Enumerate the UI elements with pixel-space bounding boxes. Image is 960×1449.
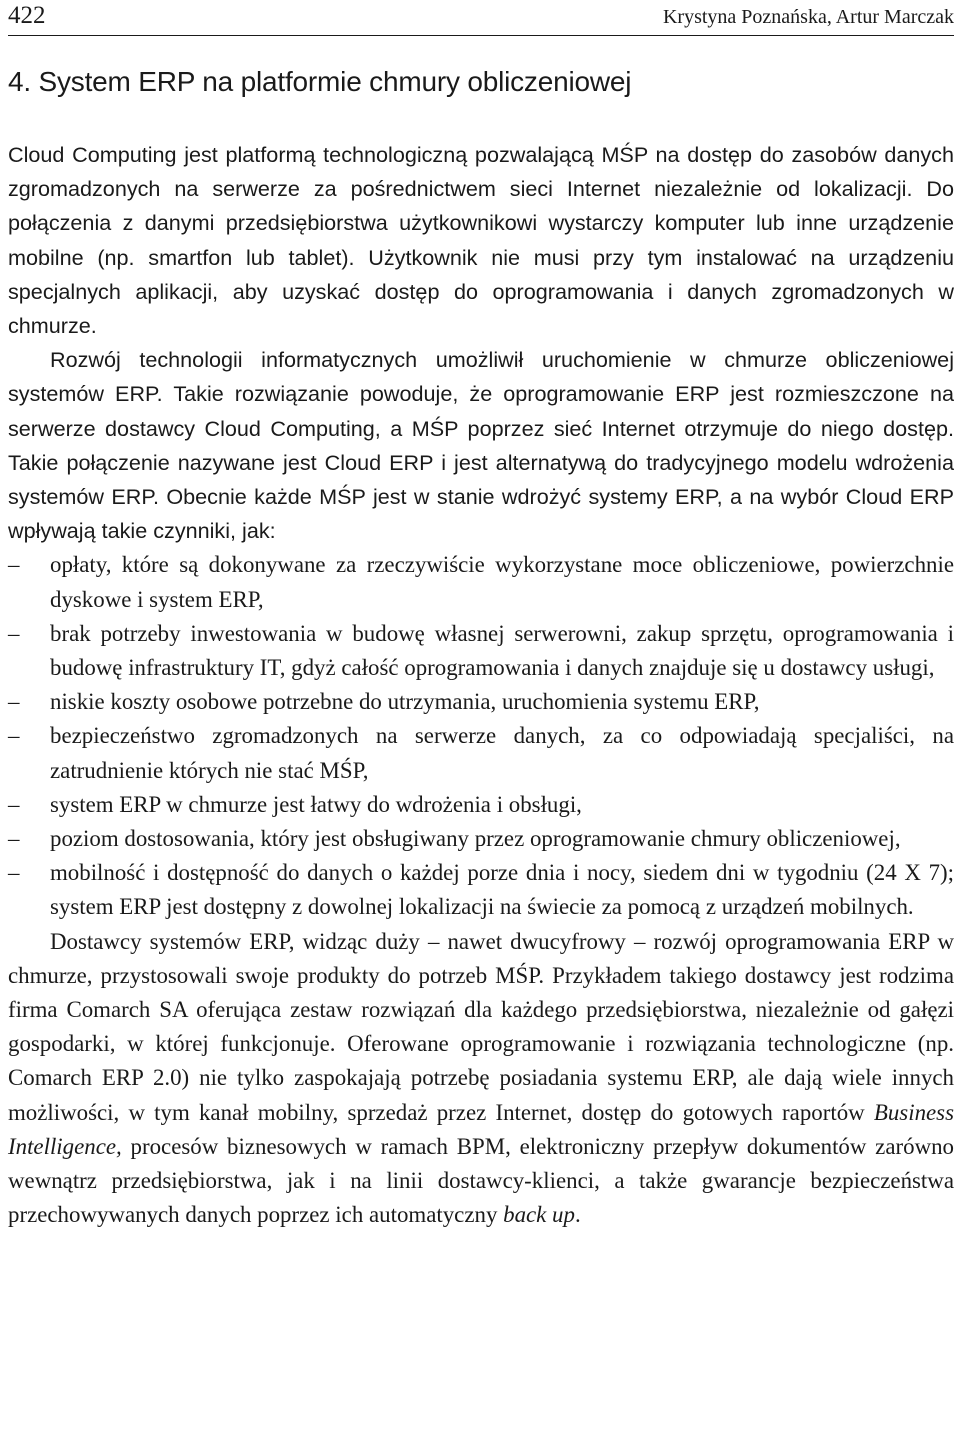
header-rule [8,35,954,36]
list-item-text: mobilność i dostępność do danych o każdej porze dnia i nocy, siedem dni w tygodniu (24 X 7); system ERP jest dostępny z dowolnej lokalizacji na świecie za pomocą z urządzeń mobilnych. [50,860,954,920]
paragraph-erp-cloud: Rozwój technologii informatycznych umożliwił uruchomienie w chmurze obliczeniowej systemów ERP. Takie rozwiązanie powoduje, że oprogramowanie ERP jest rozmieszczone na serwerze dostawcy Cloud Computing, a MŚP poprzez sieć Internet otrzymuje do niego dostęp. Takie połączenie nazywane jest Cloud ERP i jest alternatywą do tradycyjnego modelu wdrożenia systemów ERP. Obecnie każde MŚP jest w stanie wdrożyć systemy ERP, a na wybór Cloud ERP wpływają takie czynniki, jak: [8,347,954,544]
term-business-intelligence: Business Intelligence, [8,1099,954,1159]
list-item-text: opłaty, które są dokonywane za rzeczywiście wykorzystane moce obliczeniowe, powierzchnie dyskowe i system ERP, [50,552,954,612]
paragraph-vendors-text-1: Dostawcy systemów ERP, widząc duży – nawet dwucyfrowy – rozwój oprogramowania ERP w chmurze, przystosowali swoje produkty do potrzeb MŚP. Przykładem takiego dostawcy jest rodzima firma Comarch SA oferująca zestaw rozwiązań dla każdego przedsiębiorstwa, niezależnie od gałęzi gospodarki, w której funkcjonuje. Oferowane oprogramowanie i rozwiązania technologiczne (np. Comarch ERP 2.0) nie tylko zaspokajają potrzebę posiadania systemu ERP, ale dają wiele innych możliwości, w tym kanał mobilny, sprzedaż przez Internet, dostęp do gotowych raportów [8,928,954,1125]
list-item-text: system ERP w chmurze jest łatwy do wdrożenia i obsługi, [50,791,582,817]
list-item [8,856,954,924]
list-item-text: bezpieczeństwo zgromadzonych na serwerze danych, za co odpowiadają specjaliści, na zatrudnienie których nie stać MŚP, [50,723,954,783]
dash-bullet: – [8,723,20,749]
paragraph-intro: Cloud Computing jest platformą technologiczną pozwalającą MŚP na dostęp do zasobów danych zgromadzonych na serwerze za pośrednictwem sieci Internet niezależnie od lokalizacji. Do połączenia z danymi przedsiębiorstwa użytkownikowi wystarczy komputer lub inne urządzenie mobilne (np. smartfon lub tablet). Użytkownik nie musi przy tym instalować na urządzeniu specjalnych aplikacji, aby uzyskać dostęp do oprogramowania i danych zgromadzonych w chmurze. [8,142,954,339]
dash-bullet: – [8,860,20,886]
list-item-text: niskie koszty osobowe potrzebne do utrzymania, uruchomienia systemu ERP, [50,689,760,715]
running-header [8,2,954,34]
paragraph-vendors-end: . [574,1202,581,1228]
list-item [8,719,954,787]
list-item [8,685,954,719]
dash-bullet: – [8,826,20,852]
list-item [8,822,954,856]
dash-bullet: – [8,689,20,715]
list-item [8,788,954,822]
section-heading: 4. System ERP na platformie chmury obliczeniowej [8,66,632,97]
list-item-text: poziom dostosowania, który jest obsługiwany przez oprogramowanie chmury obliczeniowej, [50,826,901,852]
paragraph-vendors-text-2: procesów biznesowych w ramach BPM, elektroniczny przepływ dokumentów zarówno wewnątrz przedsiębiorstwa, jak i na linii dostawcy-klienci, a także gwarancje bezpieczeństwa przechowywanych danych poprzez ich automatyczny [8,1133,954,1228]
dash-bullet: – [8,791,20,817]
factors-list [8,548,954,924]
list-item [8,617,954,685]
dash-bullet: – [8,620,20,646]
page-number: 422 [8,2,46,29]
list-item-text: brak potrzeby inwestowania w budowę własnej serwerowni, zakup sprzętu, oprogramowania i budowę infrastruktury IT, gdyż całość oprogramowania i danych znajduje się u dostawcy usługi, [50,620,954,681]
running-head-authors: Krystyna Poznańska, Artur Marczak [662,6,954,28]
paragraph-vendors [8,925,954,1233]
body-text [8,138,954,1233]
dash-bullet: – [8,552,20,578]
list-item [8,548,954,616]
term-back-up: back up [503,1202,575,1228]
